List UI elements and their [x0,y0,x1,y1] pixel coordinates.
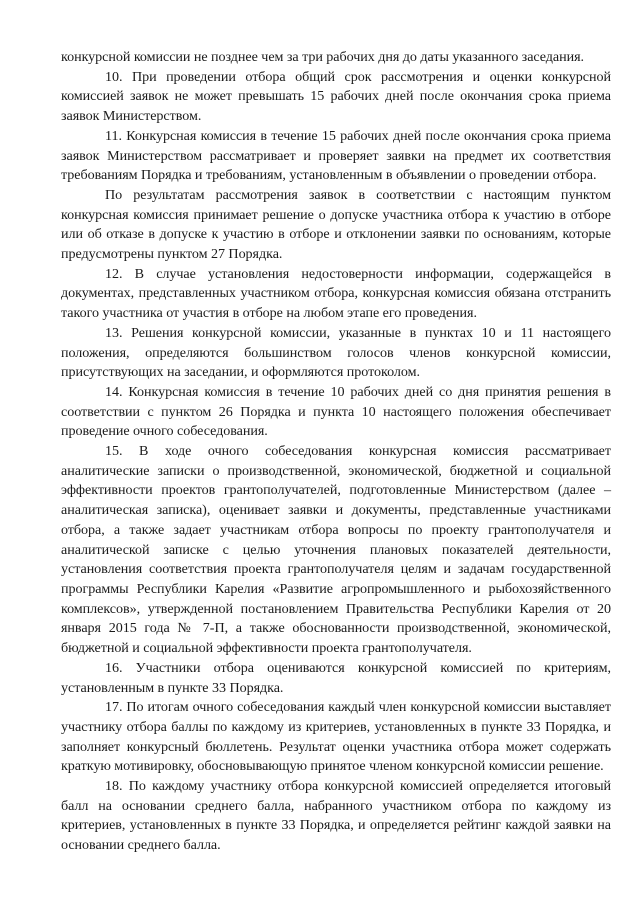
paragraph-item-17: 17. По итогам очного собеседования каждый член конкурсной комиссии выставляет участнику отбора баллы по каждому из критериев, установленных в пункте 33 Порядка, и заполняет конкурсный бюллетень. Результат оценки участника отбора может содержать краткую мотивировку, обосновывающую принятое членом конкурсной комиссии решение. [61,699,611,775]
paragraph-item-15: 15. В ходе очного собеседования конкурсная комиссия рассматривает аналитические записки о производственной, экономической, бюджетной и социальной эффективности проектов грантополучателей, подготовленные Министерством (далее – аналитическая записка), оценивает заявки и документы, представленные участниками отбора, а также задает участникам отбора вопросы по проекту грантополучателя и аналитической записке с целью уточнения плановых показателей деятельности, установления соответствия проекта грантополучателя целям и задачам государственной программы Республики Карелия «Развитие агропромышленного и рыбохозяйственного комплексов», утвержденной постановлением Правительства Республики Карелия от 20 января 2015 года № 7-П, а также обоснованности производственной, экономической, бюджетной и социальной эффективности проекта грантополучателя. [61,443,611,657]
paragraph-item-13: 13. Решения конкурсной комиссии, указанные в пунктах 10 и 11 настоящего положения, определяются большинством голосов членов конкурсной комиссии, присутствующих на заседании, и оформляются протоколом. [61,324,611,381]
paragraph-continuation: конкурсной комиссии не позднее чем за три рабочих дня до даты указанного заседания. [61,49,585,65]
document-page [61,48,611,856]
paragraph-item-12: 12. В случае установления недостоверности информации, содержащейся в документах, представленных участником отбора, конкурсная комиссия обязана отстранить такого участника от участия в отборе на любом этапе его проведения. [61,265,611,322]
paragraph-item-11: 11. Конкурсная комиссия в течение 15 рабочих дней после окончания срока приема заявок Министерством рассматривает и проверяет заявки на предмет их соответствия требованиям Порядка и требованиям, установленным в объявлении о проведении отбора. [61,127,611,184]
paragraph-item-11-results: По результатам рассмотрения заявок в соответствии с настоящим пунктом конкурсная комиссия принимает решение о допуске участника отбора к участию в отборе или об отказе в допуске к участию в отборе и отклонении заявки по основаниям, которые предусмотрены пунктом 27 Порядка. [61,186,611,263]
paragraph-item-10: 10. При проведении отбора общий срок рассмотрения и оценки конкурсной комиссией заявок не может превышать 15 рабочих дней после окончания срока приема заявок Министерством. [61,68,611,125]
paragraph-item-18: 18. По каждому участнику отбора конкурсной комиссией определяется итоговый балл на основании среднего балла, набранного участником отбора по каждому из критериев, установленных в пункте 33 Порядка, и определяется рейтинг каждой заявки на основании среднего балла. [61,778,611,854]
paragraph-item-16: 16. Участники отбора оцениваются конкурсной комиссией по критериям, установленным в пункте 33 Порядка. [61,659,611,696]
paragraph-item-14: 14. Конкурсная комиссия в течение 10 рабочих дней со дня принятия решения в соответствии с пунктом 26 Порядка и пункта 10 настоящего положения обеспечивает проведение очного собеседования. [61,383,611,440]
